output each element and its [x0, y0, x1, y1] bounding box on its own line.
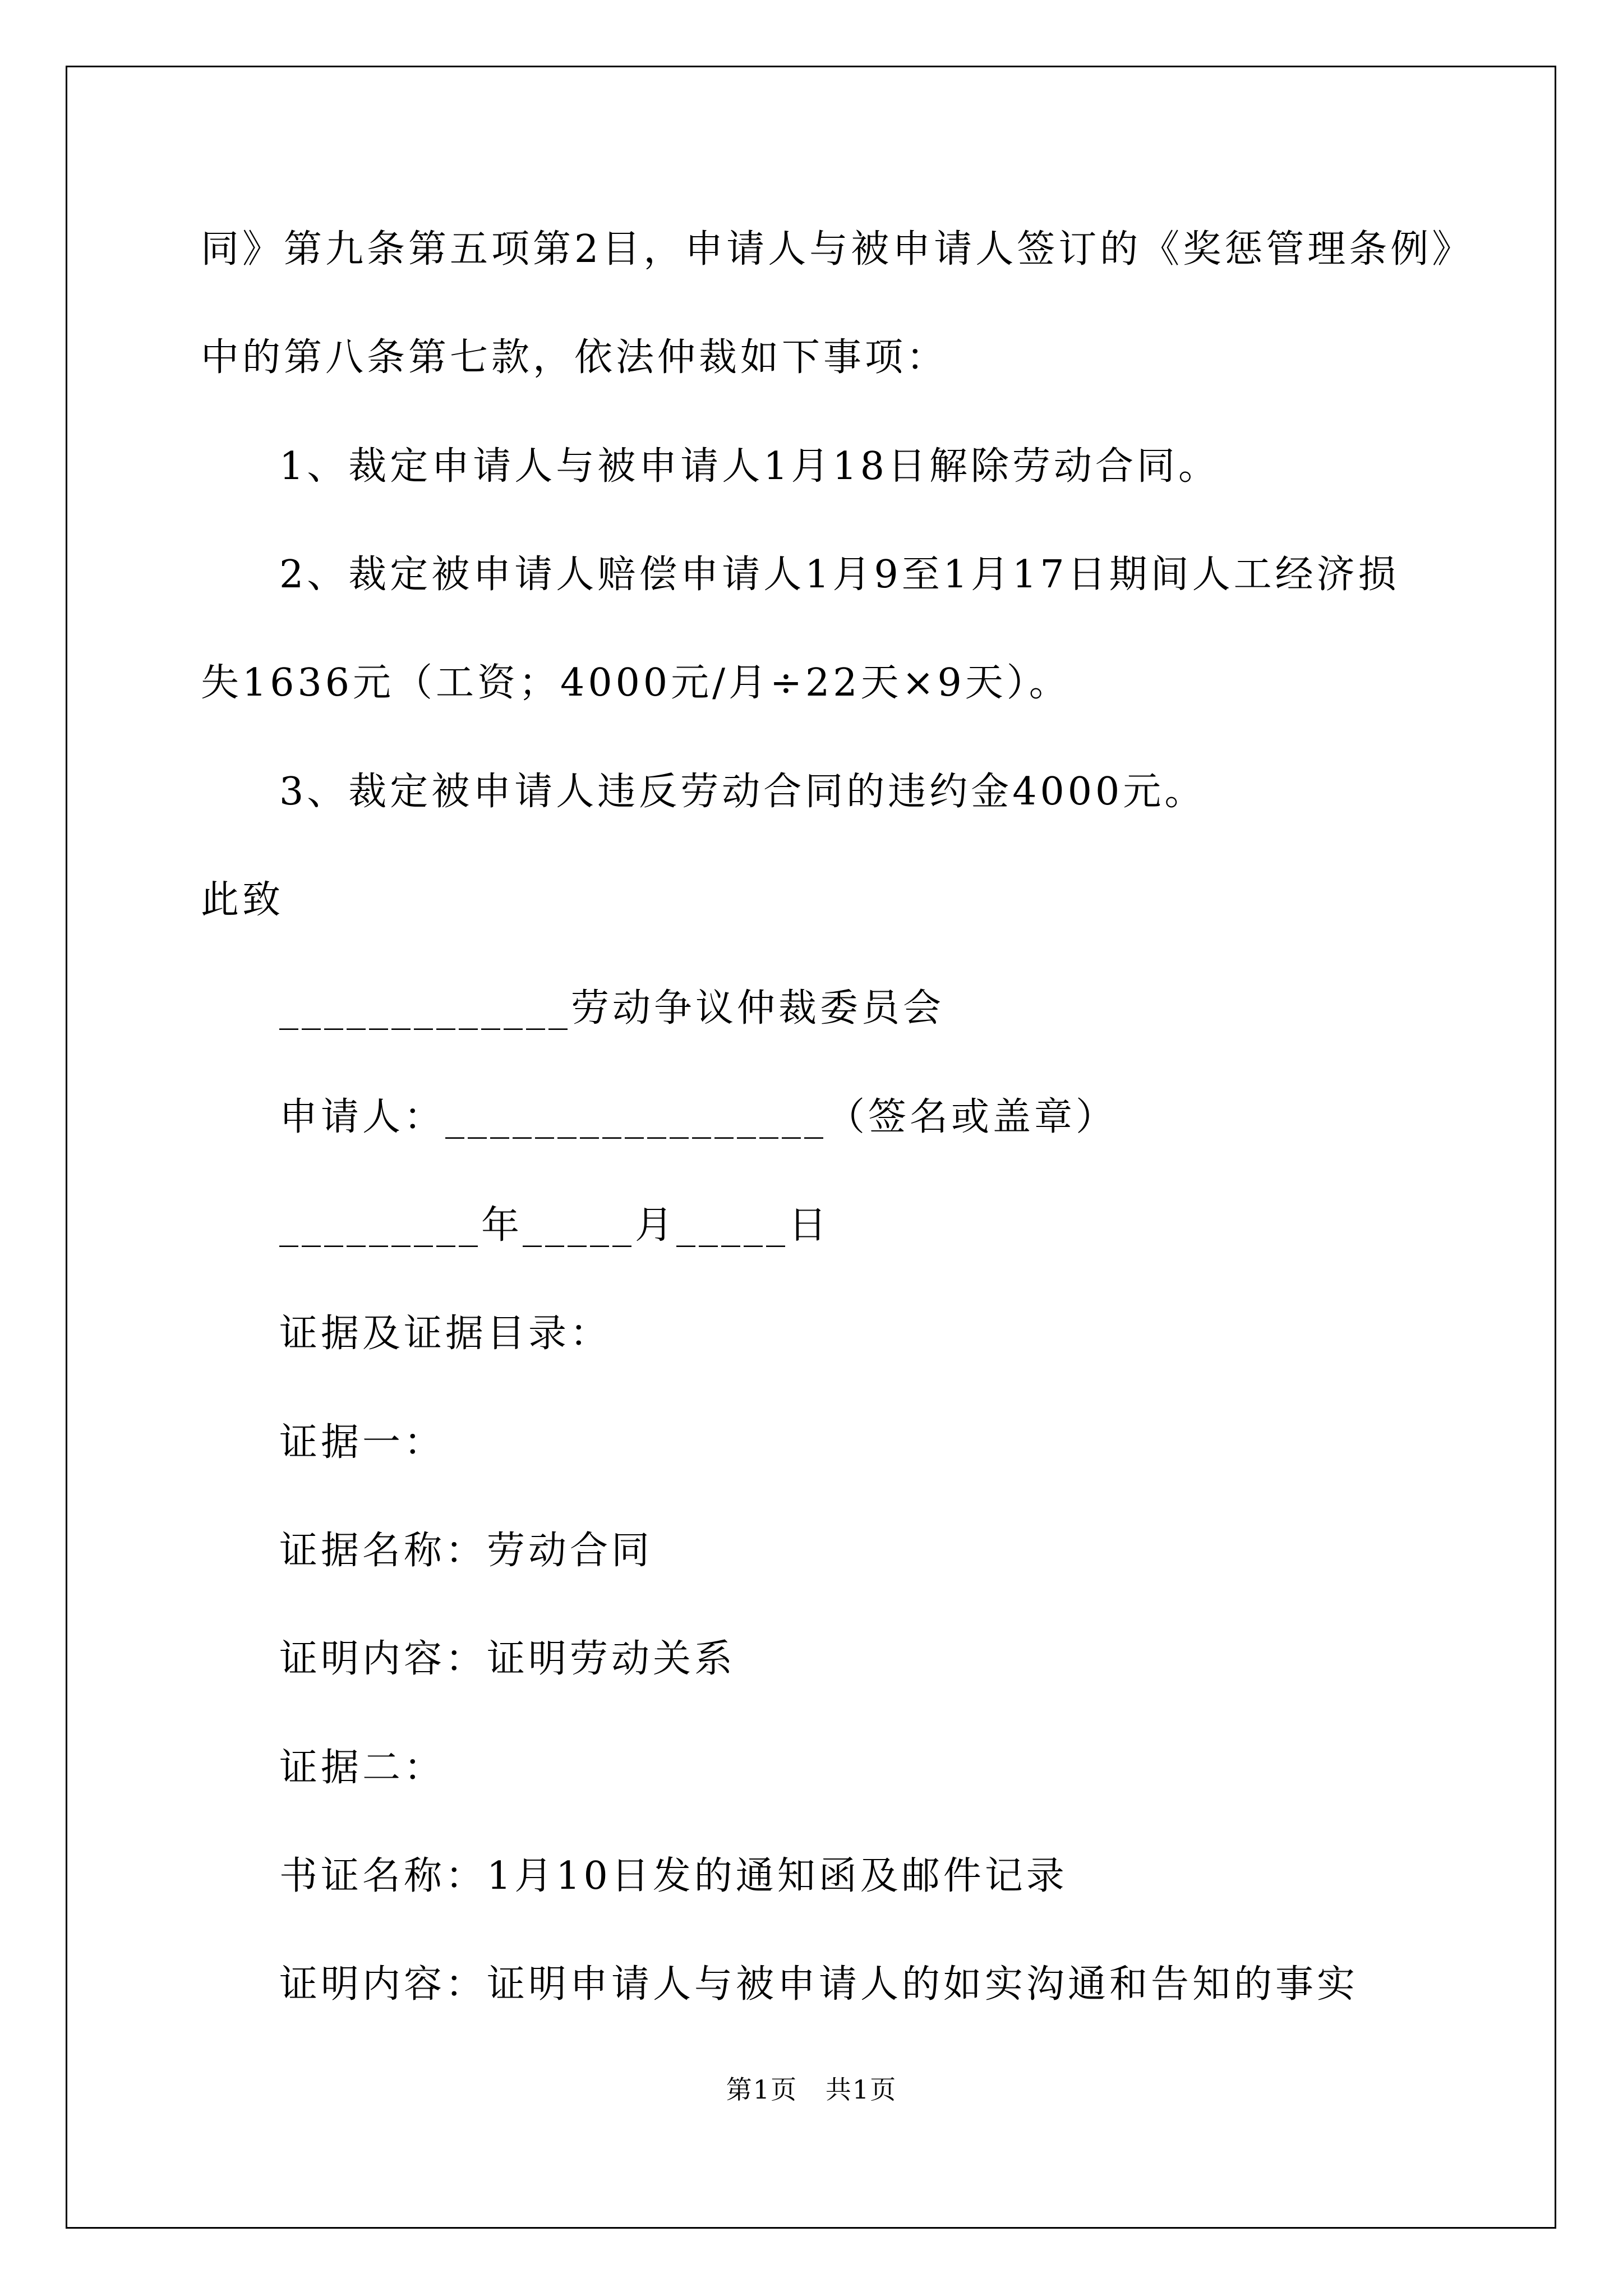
body-line-1: 同》第九条第五项第2目，申请人与被申请人签订的《奖惩管理条例》	[201, 227, 1474, 272]
salutation: 此致	[201, 878, 284, 922]
item-1: 1、裁定申请人与被申请人1月18日解除劳动合同。	[279, 444, 1220, 489]
evidence-2-label: 证据二：	[279, 1746, 446, 1790]
evidence-1-content: 证明内容：证明劳动关系	[279, 1637, 736, 1681]
item-2-line-2: 失1636元（工资；4000元/月÷22天×9天）。	[201, 661, 1071, 705]
body-line-2: 中的第八条第七款，依法仲裁如下事项：	[201, 335, 948, 380]
page-footer: 第1页 共1页	[726, 2074, 897, 2105]
evidence-heading: 证据及证据目录：	[279, 1312, 612, 1356]
recipient-committee: _____________劳动争议仲裁委员会	[279, 986, 945, 1030]
evidence-1-label: 证据一：	[279, 1420, 446, 1465]
applicant-signature: 申请人：_________________（签名或盖章）	[279, 1095, 1118, 1139]
evidence-2-content: 证明内容：证明申请人与被申请人的如实沟通和告知的事实	[279, 1962, 1359, 2007]
item-3: 3、裁定被申请人违反劳动合同的违约金4000元。	[279, 770, 1206, 814]
date-line: _________年_____月_____日	[279, 1203, 831, 1248]
evidence-2-name: 书证名称：1月10日发的通知函及邮件记录	[279, 1854, 1068, 1898]
evidence-1-name: 证据名称：劳动合同	[279, 1529, 653, 1573]
page-border	[66, 66, 1556, 2229]
item-2-line-1: 2、裁定被申请人赔偿申请人1月9至1月17日期间人工经济损	[279, 553, 1400, 597]
